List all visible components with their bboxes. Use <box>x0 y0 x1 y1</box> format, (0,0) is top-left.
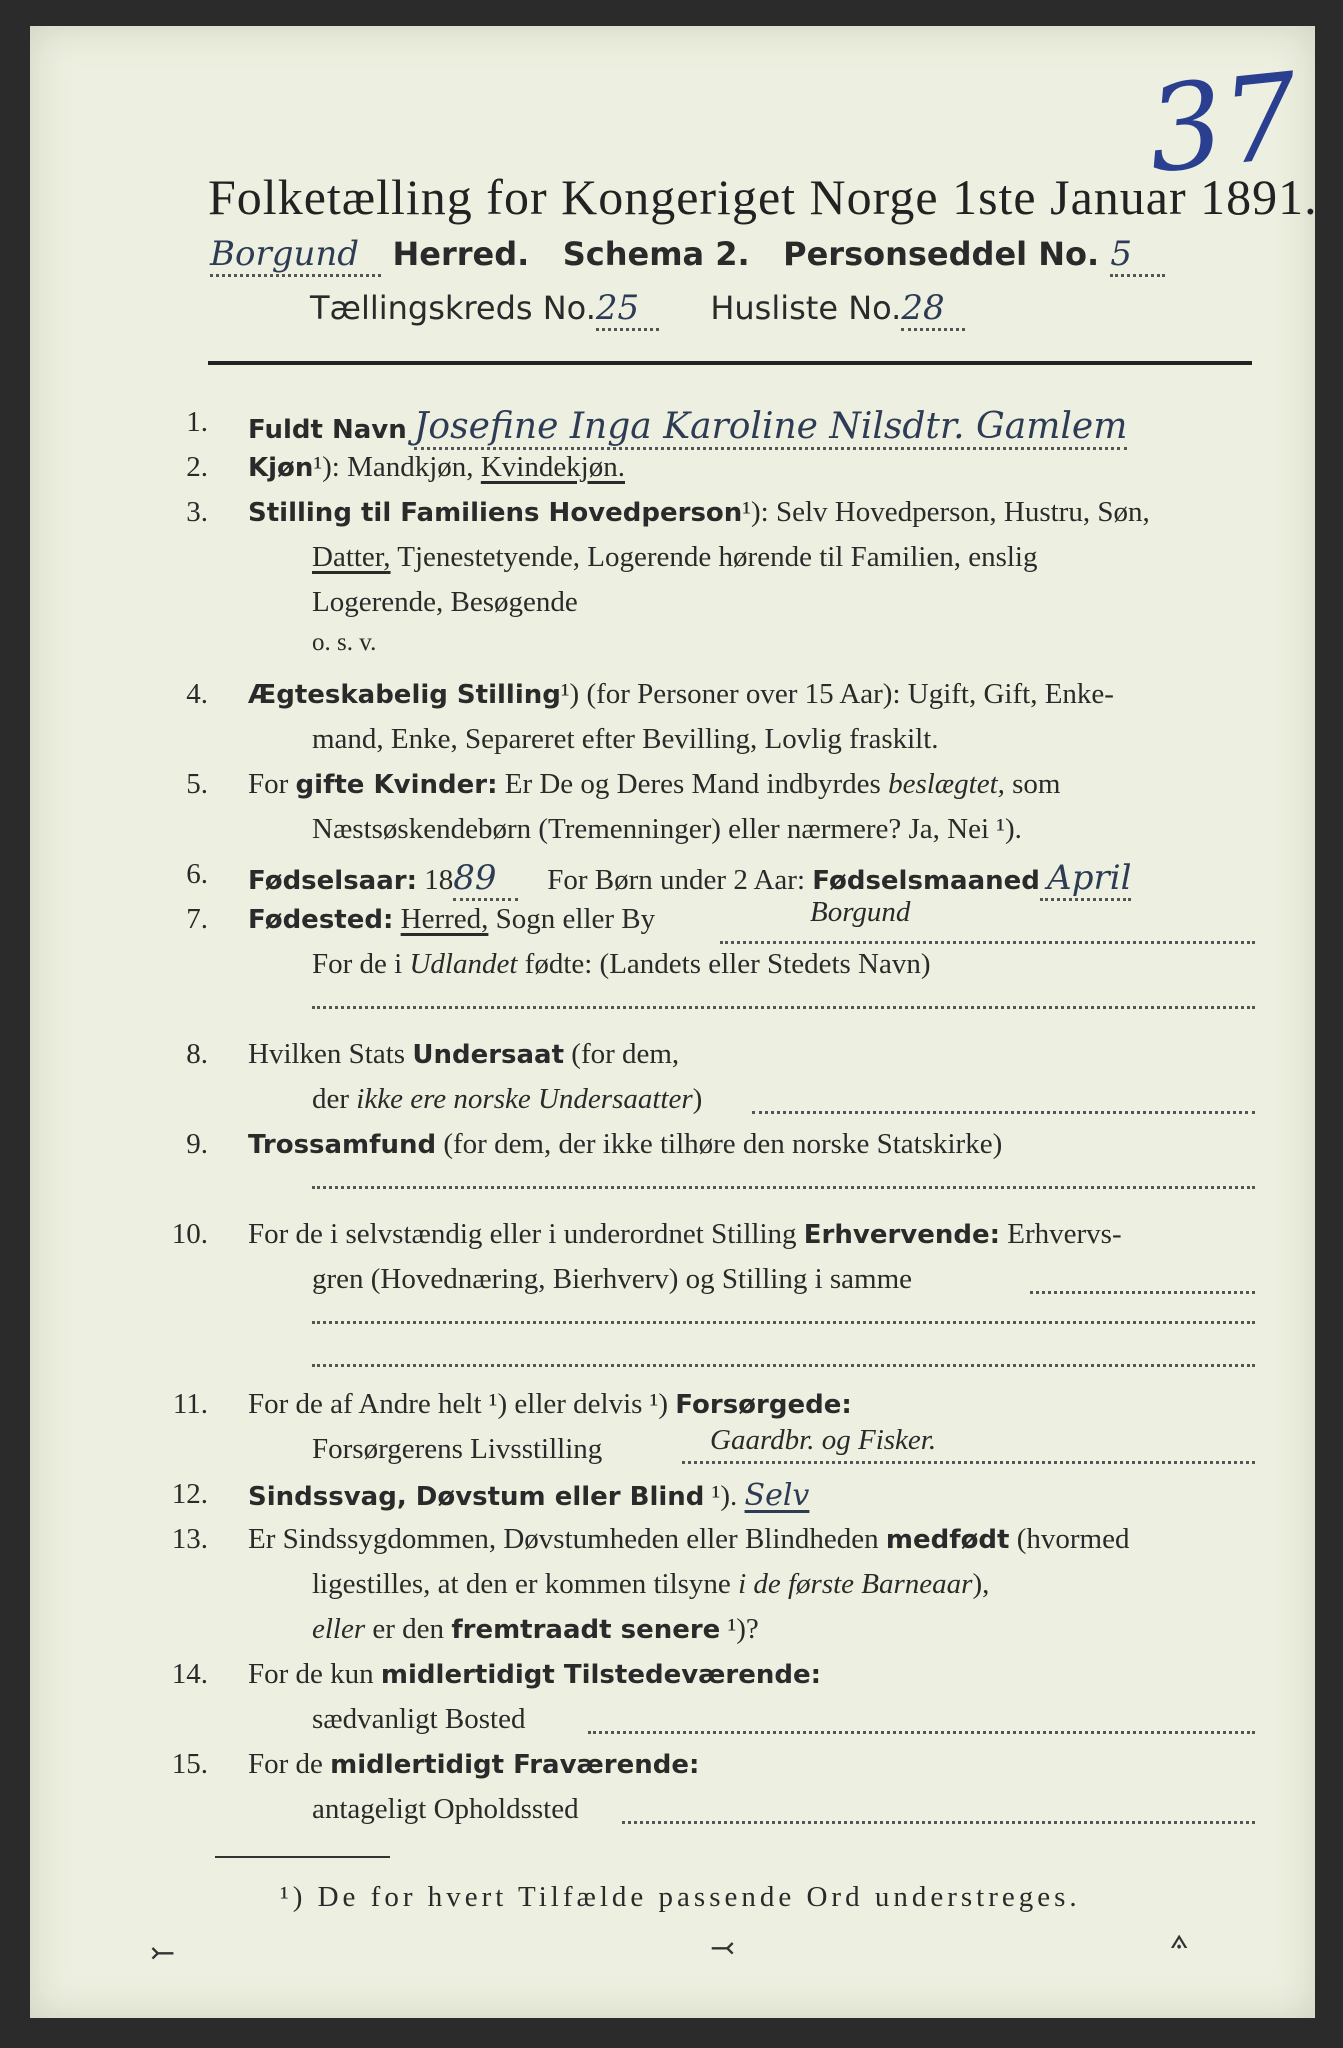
q3-row-2 <box>312 541 1037 574</box>
q6-month: April <box>1047 858 1132 898</box>
q13-number: 13. <box>171 1523 208 1555</box>
q7-selected: Herred, <box>400 903 489 935</box>
q4-options-1: ¹) (for Personer over 15 Aar): Ugift, Gift, Enke- <box>560 678 1114 710</box>
q2-label: Kjøn <box>248 453 314 483</box>
q12-text: ¹). <box>704 1480 738 1512</box>
binding-mark-center-icon: ⤙ <box>710 1931 736 1966</box>
q8-text-a: Hvilken Stats <box>248 1038 413 1070</box>
herred-value: Borgund <box>210 234 360 274</box>
q7-row-1 <box>248 903 655 936</box>
q15-row-1 <box>248 1748 699 1781</box>
q13-line2-b: ), <box>972 1568 990 1600</box>
q7-blank-line <box>312 1006 1255 1009</box>
q10-text-b: Erhvervs- <box>1000 1218 1122 1250</box>
q7-number: 7. <box>186 903 208 935</box>
header-rule <box>208 361 1252 365</box>
q13-line3-b: ¹)? <box>720 1613 759 1645</box>
q6-year: 89 <box>453 858 497 898</box>
q8-number: 8. <box>186 1038 208 1070</box>
q11-text-a: For de af Andre helt ¹) eller delvis ¹) <box>248 1388 676 1420</box>
q5-row-1 <box>248 768 1060 801</box>
q3-number: 3. <box>186 496 208 528</box>
q8-row-1 <box>248 1038 679 1071</box>
q9-text: (for dem, der ikke tilhøre den norske Statskirke) <box>436 1128 1003 1160</box>
q9-number: 9. <box>186 1128 208 1160</box>
header-line-2 <box>310 288 965 331</box>
q3-options-4: o. s. v. <box>312 629 377 656</box>
q10-blank-line-1 <box>312 1321 1255 1324</box>
q5-label: gifte Kvinder: <box>295 770 498 800</box>
q13-row-1 <box>248 1523 1129 1556</box>
q13-label: medfødt <box>885 1525 1010 1555</box>
q14-label: midlertidigt Tilstedeværende: <box>380 1660 822 1690</box>
q6-mid-text: For Børn under 2 Aar: <box>547 864 813 896</box>
footnote-rule <box>215 1856 390 1858</box>
q15-fill-line <box>622 1821 1255 1824</box>
q1-label: Fuldt Navn <box>248 415 407 445</box>
q13-line3-label: fremtraadt senere <box>451 1615 721 1645</box>
personseddel-value: 5 <box>1110 234 1132 274</box>
husliste-label: Husliste No. <box>710 289 902 327</box>
form-title: Folketælling for Kongeriget Norge 1ste Januar 1891. <box>208 169 1318 225</box>
q14-fill-line <box>588 1731 1255 1734</box>
q11-line-2: Forsørgerens Livsstilling <box>312 1433 603 1465</box>
q7-fill-line <box>720 941 1255 944</box>
q10-line-2: gren (Hovednæring, Bierhverv) og Stilling i samme <box>312 1263 913 1295</box>
q7-line2-b: fødte: (Landets eller Stedets Navn) <box>517 948 931 980</box>
q10-blank-line-2 <box>312 1364 1255 1367</box>
q15-number: 15. <box>171 1748 208 1780</box>
header-line-1 <box>210 234 1165 277</box>
q15-line-2: antageligt Opholdssted <box>312 1793 579 1825</box>
q10-number: 10. <box>171 1218 208 1250</box>
q1-row <box>248 406 1127 450</box>
q13-line2-a: ligestilles, at den er kommen tilsyne <box>312 1568 739 1600</box>
q10-text-a: For de i selvstændig eller i underordnet Stilling <box>248 1218 804 1250</box>
q5-italic: beslægtet, <box>888 768 1005 800</box>
q3-selected: Datter, <box>312 541 391 573</box>
q11-row-1 <box>248 1388 852 1421</box>
q6-number: 6. <box>186 858 208 890</box>
q8-text-b: (for dem, <box>564 1038 680 1070</box>
q5-options-2: Næstsøskendebørn (Tremenninger) eller nærmere? Ja, Nei ¹). <box>312 813 1022 845</box>
q2-options: ¹): Mandkjøn, <box>313 451 481 483</box>
q6-label-2: Fødselsmaaned <box>812 866 1040 896</box>
q8-line2-b: ) <box>692 1083 703 1115</box>
q12-number: 12. <box>171 1478 208 1510</box>
footnote: ¹) De for hvert Tilfælde passende Ord understreges. <box>280 1881 1081 1913</box>
q13-line2-italic: i de første Barneaar <box>738 1568 973 1600</box>
q12-row <box>248 1478 809 1513</box>
schema-label: Schema 2. <box>562 235 750 273</box>
q9-row <box>248 1128 1002 1161</box>
kreds-value: 25 <box>595 288 640 328</box>
q7-line2-a: For de i <box>312 948 410 980</box>
q13-row-2 <box>312 1568 989 1601</box>
q6-row <box>248 858 1131 901</box>
personseddel-label: Personseddel No. <box>783 235 1100 273</box>
q4-label: Ægteskabelig Stilling <box>248 680 561 710</box>
census-form <box>30 26 1318 2018</box>
q7-row-2 <box>312 948 931 981</box>
q3-row-1 <box>248 496 1150 529</box>
q5-number: 5. <box>186 768 208 800</box>
q11-fill-line <box>682 1461 1255 1464</box>
q3-options-2: Tjenestetyende, Logerende hørende til Familien, enslig <box>390 541 1038 573</box>
q6-prefix: 18 <box>417 864 454 896</box>
q14-line-2: sædvanligt Bosted <box>312 1703 526 1735</box>
q11-label: Forsørgede: <box>675 1390 852 1420</box>
q11-number: 11. <box>172 1388 208 1420</box>
q1-value: Josefine Inga Karoline Nilsdtr. Gamlem <box>414 406 1127 450</box>
q5-prefix: For <box>248 768 296 800</box>
q15-label: midlertidigt Fraværende: <box>330 1750 700 1780</box>
q12-label: Sindssvag, Døvstum eller Blind <box>248 1482 705 1512</box>
q13-row-3 <box>312 1613 759 1646</box>
q14-number: 14. <box>171 1658 208 1690</box>
q1-number: 1. <box>186 406 208 438</box>
q3-options-1: ¹): Selv Hovedperson, Hustru, Søn, <box>742 496 1150 528</box>
q4-options-2: mand, Enke, Separeret efter Bevilling, Lovlig fraskilt. <box>312 723 939 755</box>
q9-blank-line <box>312 1186 1255 1189</box>
q14-row-1 <box>248 1658 821 1691</box>
q14-text-a: For de kun <box>248 1658 381 1690</box>
binding-mark-right-icon: ⟑ <box>1170 1921 1189 1956</box>
q13-line3-a: er den <box>365 1613 452 1645</box>
binding-mark-left-icon: ⤚ <box>150 1936 176 1971</box>
q8-line2-italic: ikke ere norske Undersaatter <box>356 1083 693 1115</box>
q2-selected: Kvindekjøn. <box>480 451 625 483</box>
herred-label: Herred. <box>392 235 530 273</box>
q6-label: Fødselsaar: <box>248 866 417 896</box>
q3-options-3: Logerende, Besøgende <box>312 586 578 618</box>
q15-text-a: For de <box>248 1748 331 1780</box>
q13-line3-italic: eller <box>312 1613 366 1645</box>
q2-row <box>248 451 625 484</box>
q8-row-2 <box>312 1083 702 1116</box>
q7-value: Borgund <box>810 896 911 928</box>
q5-text-a: Er De og Deres Mand indbyrdes <box>497 768 889 800</box>
q9-label: Trossamfund <box>248 1130 437 1160</box>
husliste-value: 28 <box>901 288 945 328</box>
page-number-stamp: 37 <box>1141 46 1305 200</box>
q7-options: Sogn eller By <box>488 903 656 935</box>
q10-row-1 <box>248 1218 1122 1251</box>
q13-text-a: Er Sindssygdommen, Døvstumheden eller Blindheden <box>248 1523 886 1555</box>
q8-line2-a: der <box>312 1083 357 1115</box>
q7-label: Fødested: <box>248 905 394 935</box>
q8-fill-line <box>752 1111 1255 1114</box>
kreds-label: Tællingskreds No. <box>310 289 596 327</box>
q10-fill-line <box>1030 1291 1255 1294</box>
q2-number: 2. <box>186 451 208 483</box>
q4-row-1 <box>248 678 1114 711</box>
q3-label: Stilling til Familiens Hovedperson <box>248 498 743 528</box>
q8-label: Undersaat <box>412 1040 565 1070</box>
q10-label: Erhvervende: <box>803 1220 1001 1250</box>
q12-value: Selv <box>744 1478 810 1513</box>
q13-text-b: (hvormed <box>1009 1523 1130 1555</box>
q11-value: Gaardbr. og Fisker. <box>710 1424 937 1456</box>
q5-text-b: som <box>1004 768 1061 800</box>
q4-number: 4. <box>186 678 208 710</box>
q7-line2-italic: Udlandet <box>409 948 518 980</box>
